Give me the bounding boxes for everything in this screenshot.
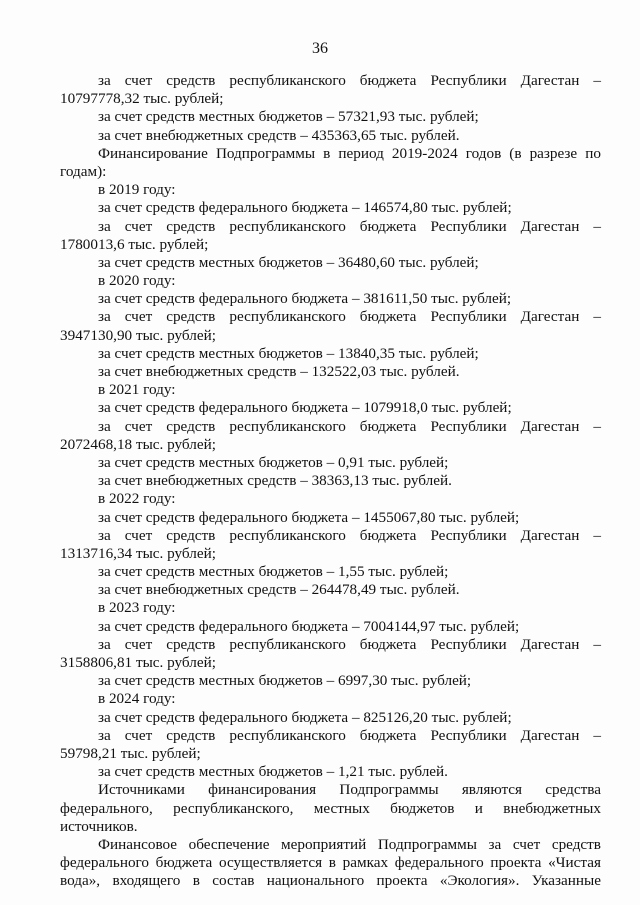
text-line: 59798,21 тыс. рублей; [60, 744, 201, 762]
text-line: в 2024 году: [98, 690, 176, 708]
text-word: средства [545, 781, 601, 799]
text-line: годам): [60, 162, 107, 180]
text-line: в 2021 году: [98, 381, 176, 399]
text-word: Подпрограммы [377, 835, 477, 853]
text-word: национального [266, 872, 365, 890]
text-word: республиканского [229, 726, 346, 744]
text-line: в 2020 году: [98, 272, 176, 290]
text-line: за счет средств федерального бюджета – 1455067,80 тыс. рублей; [98, 508, 520, 526]
text-line: 3947130,90 тыс. рублей; [60, 326, 216, 344]
text-word: рамках [342, 854, 389, 872]
text-line [60, 145, 601, 163]
text-word: Дагестан [520, 72, 580, 89]
text-word: состав [212, 872, 255, 890]
text-word: за [488, 835, 502, 853]
text-word: Финансирование [98, 144, 208, 162]
text-line: за счет внебюджетных средств – 38363,13 тыс. рублей. [98, 472, 452, 490]
text-word: – [593, 726, 601, 744]
text-word: бюджета [359, 417, 417, 435]
text-line: в 2023 году: [98, 599, 176, 617]
text-word: счет [124, 72, 153, 89]
text-word: Подпрограммы [339, 781, 439, 799]
text-word: федерального [60, 854, 149, 872]
text-line [60, 727, 601, 745]
text-line: за счет средств местных бюджетов – 6997,30 тыс. рублей; [98, 672, 472, 690]
text-word: – [593, 217, 601, 235]
text-word: бюджета [359, 726, 417, 744]
text-word: в [328, 854, 336, 872]
text-line: за счет средств местных бюджетов – 13840,35 тыс. рублей; [98, 344, 479, 362]
text-word: средств [551, 835, 601, 853]
text-line: в 2019 году: [98, 181, 176, 199]
text-word: за [98, 308, 111, 326]
text-word: «Экология». [439, 872, 520, 890]
text-word: Дагестан [520, 308, 580, 326]
text-word: средств [166, 635, 216, 653]
text-word: за [98, 417, 111, 435]
text-word: период [338, 144, 384, 162]
text-word: счет [124, 217, 153, 235]
text-word: Подпрограммы [215, 144, 316, 162]
text-word: Дагестан [520, 726, 580, 744]
text-word: Республики [430, 72, 507, 89]
text-line: за счет средств местных бюджетов – 1,21 тыс. рублей. [98, 763, 448, 781]
text-line: за счет внебюджетных средств – 264478,49 тыс. рублей. [98, 581, 460, 599]
text-word: счет [124, 417, 153, 435]
text-line: за счет средств местных бюджетов – 36480,60 тыс. рублей; [98, 253, 479, 271]
text-line [60, 418, 601, 436]
text-line: источников. [60, 817, 138, 835]
text-word: – [593, 635, 601, 653]
text-word: республиканского [229, 526, 346, 544]
text-word: средств [166, 726, 216, 744]
text-word: федерального [394, 854, 484, 872]
text-word: республиканского [229, 72, 346, 89]
text-line [60, 800, 601, 818]
text-word: за [98, 217, 111, 235]
text-line: за счет средств федерального бюджета – 7004144,97 тыс. рублей; [98, 617, 520, 635]
text-word: Дагестан [520, 217, 580, 235]
text-word: средств [166, 526, 216, 544]
text-word: проекта [376, 872, 428, 890]
text-line [60, 72, 601, 90]
text-word: за [98, 526, 111, 544]
text-line [60, 636, 601, 654]
text-word: – [593, 308, 601, 326]
page-number: 36 [312, 40, 328, 57]
document-body [60, 72, 601, 890]
text-word: местных [313, 799, 370, 817]
text-word: Республики [430, 308, 507, 326]
text-line: 3158806,81 тыс. рублей; [60, 654, 216, 671]
text-word: Дагестан [520, 417, 580, 435]
text-word: счет [124, 726, 153, 744]
text-line: за счет внебюджетных средств – 435363,65 тыс. рублей. [98, 126, 460, 144]
text-word: (в [509, 144, 522, 162]
text-word: республиканского [229, 635, 346, 653]
text-word: 2019-2024 [391, 144, 458, 162]
text-word: годов [465, 144, 502, 162]
text-word: в [192, 872, 200, 890]
text-word: бюджета [359, 635, 417, 653]
text-word: Республики [430, 417, 507, 435]
text-word: проекта [490, 854, 542, 872]
text-word: республиканского [229, 217, 346, 235]
text-word: бюджета [359, 308, 417, 326]
text-word: бюджета [155, 854, 213, 872]
text-line [60, 308, 601, 326]
text-line: за счет средств местных бюджетов – 1,55 тыс. рублей; [98, 563, 449, 581]
text-line: за счет средств местных бюджетов – 57321,93 тыс. рублей; [98, 108, 479, 126]
text-word: внебюджетных [503, 799, 601, 817]
text-line: за счет средств федерального бюджета – 381611,50 тыс. рублей; [98, 290, 512, 308]
text-word: республиканского [229, 417, 346, 435]
text-word: разрезе [529, 144, 578, 162]
text-line: 2072468,18 тыс. рублей; [60, 435, 216, 453]
text-word: – [593, 526, 601, 544]
text-line: за счет внебюджетных средств – 132522,03 тыс. рублей. [98, 363, 460, 380]
text-word: «Чистая [548, 854, 601, 872]
text-word: Указанные [531, 872, 601, 890]
text-line: за счет средств федерального бюджета – 1079918,0 тыс. рублей; [98, 399, 512, 417]
text-word: за [98, 726, 111, 744]
text-word: Дагестан [520, 526, 580, 544]
text-word: счет [124, 635, 153, 653]
text-word: республиканского, [173, 799, 294, 817]
text-word: средств [166, 308, 216, 326]
text-word: Источниками [98, 781, 185, 799]
text-word: Республики [430, 635, 507, 653]
text-word: бюджетов [390, 799, 455, 817]
text-line [60, 218, 601, 236]
text-word: за [98, 635, 111, 653]
text-line [60, 836, 601, 854]
text-line [60, 872, 601, 890]
text-word: бюджета [359, 526, 417, 544]
text-line [60, 854, 601, 872]
text-word: бюджета [359, 217, 417, 235]
text-line: 10797778,32 тыс. рублей; [60, 90, 224, 108]
text-line: за счет средств федерального бюджета – 825126,20 тыс. рублей; [98, 708, 512, 726]
text-word: являются [461, 781, 523, 799]
text-word: осуществляется [218, 854, 323, 872]
text-word: вода», [60, 872, 101, 890]
text-word: входящего [112, 872, 181, 890]
text-word: – [593, 72, 601, 89]
text-word: финансирования [208, 781, 317, 799]
text-line [60, 527, 601, 545]
text-word: Республики [430, 217, 507, 235]
text-line: 1313716,34 тыс. рублей; [60, 544, 216, 562]
text-word: Дагестан [520, 635, 580, 653]
text-word: счет [512, 835, 541, 853]
text-word: обеспечение [188, 835, 270, 853]
text-word: средств [166, 217, 216, 235]
text-word: – [593, 417, 601, 435]
text-word: средств [166, 72, 216, 89]
text-word: за [98, 72, 111, 89]
text-word: счет [124, 308, 153, 326]
text-line [60, 781, 601, 799]
text-line: 1780013,6 тыс. рублей; [60, 235, 209, 253]
text-line: за счет средств местных бюджетов – 0,91 тыс. рублей; [98, 453, 449, 471]
text-line: за счет средств федерального бюджета – 146574,80 тыс. рублей; [98, 199, 512, 217]
text-word: Республики [430, 726, 507, 744]
text-word: мероприятий [281, 835, 367, 853]
text-line: в 2022 году: [98, 490, 176, 508]
text-word: бюджета [359, 72, 417, 89]
text-word: республиканского [229, 308, 346, 326]
text-word: федерального, [60, 799, 153, 817]
text-word: по [585, 144, 601, 162]
text-word: средств [166, 417, 216, 435]
text-word: Республики [430, 526, 507, 544]
text-word: счет [124, 526, 153, 544]
text-word: Финансовое [98, 835, 178, 853]
text-word: в [323, 144, 331, 162]
text-word: и [474, 799, 483, 817]
